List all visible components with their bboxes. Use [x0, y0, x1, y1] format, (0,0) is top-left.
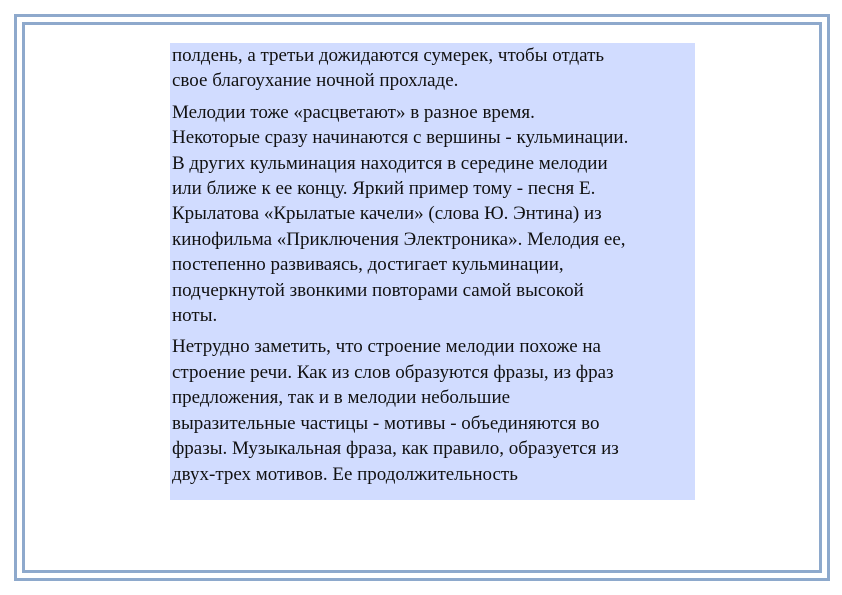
text-line: ноты. — [172, 305, 218, 327]
text-line: полдень, а третьи дожидаются сумерек, чтобы отдать — [172, 45, 605, 66]
text-line: Мелодии тоже «расцветают» в разное время. — [172, 101, 535, 123]
text-line: Нетрудно заметить, что строение мелодии похоже на — [172, 336, 601, 358]
text-line: постепенно развиваясь, достигает кульминации, — [172, 254, 564, 276]
paragraph-3 — [172, 334, 695, 486]
text-line: кинофильма «Приключения Электроника». Мелодия ее, — [172, 228, 626, 250]
text-line: Крылатова «Крылатые качели» (слова Ю. Энтина) из — [172, 203, 602, 225]
text-line: подчеркнутой звонкими повторами самой высокой — [172, 279, 584, 301]
text-block — [170, 43, 695, 500]
text-line: свое благоухание ночной прохладе. — [172, 70, 459, 92]
text-line: двух-трех мотивов. Ее продолжительность — [172, 463, 518, 485]
paragraph-1 — [172, 43, 695, 94]
text-line: или ближе к ее концу. Яркий пример тому - песня Е. — [172, 178, 596, 200]
text-line: Некоторые сразу начинаются с вершины - кульминации. — [172, 127, 629, 149]
text-line: строение речи. Как из слов образуются фразы, из фраз — [172, 361, 614, 383]
text-line: фразы. Музыкальная фраза, как правило, образуется из — [172, 438, 619, 460]
paragraph-2 — [172, 100, 695, 329]
text-line: предложения, так и в мелодии небольшие — [172, 387, 511, 409]
text-line: выразительные частицы - мотивы - объединяются во — [172, 412, 600, 434]
text-line: В других кульминация находится в середине мелодии — [172, 152, 608, 174]
